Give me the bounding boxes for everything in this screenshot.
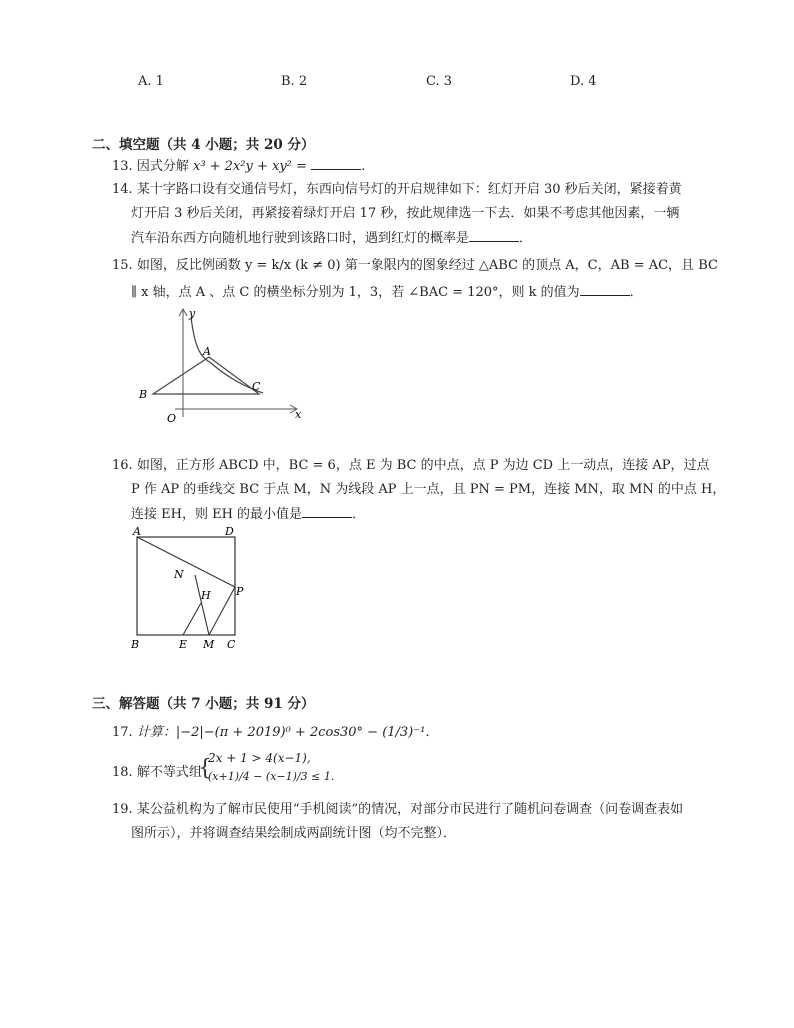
label-c: C [252, 380, 261, 393]
option-d: D. 4 [570, 74, 597, 89]
square-abcd [137, 537, 235, 635]
question-text: 连接 EH，则 EH 的最小值是 [131, 507, 303, 522]
question-end: ． [519, 231, 533, 246]
question-text: 汽车沿东西方向随机地行驶到该路口时，遇到红灯的概率是 [131, 231, 470, 246]
question-16-line2: P 作 AP 的垂线交 BC 于点 M，N 为线段 AP 上一点，且 PN = PM，连接 MN，取 MN 的中点 H， [131, 482, 726, 497]
option-c: C. 3 [426, 74, 453, 89]
question-end: ． [352, 507, 366, 522]
question-text: 因式分解 [136, 159, 189, 174]
answer-blank[interactable] [469, 229, 519, 242]
question-text: 计算：|−2|−(π + 2019)⁰ + 2cos30° − (1/3)⁻¹． [136, 725, 439, 740]
question-19-line2: 图所示），并将调查结果绘制成两副统计图（均不完整）． [131, 826, 457, 841]
figure-q16 [125, 525, 250, 655]
label-h: H [201, 589, 211, 602]
inequality-1: 2x + 1 > 4(x−1), [208, 751, 311, 765]
label-b: B [139, 388, 148, 401]
label-d: D [225, 525, 234, 538]
label-y: y [189, 307, 196, 320]
question-15-line2 [131, 283, 643, 302]
question-14-line1 [112, 181, 682, 199]
label-x: x [295, 408, 302, 421]
question-18 [112, 764, 202, 782]
question-14-line3 [131, 229, 532, 248]
segment-pm [209, 587, 235, 635]
question-number: 15. [112, 258, 133, 273]
figure-q15 [135, 305, 310, 430]
question-end: ． [629, 285, 643, 300]
question-text: 如图，反比例函数 y = k/x (k ≠ 0) 第一象限内的图象经过 △ABC 的顶点 A，C，AB = AC，且 BC [136, 258, 718, 273]
question-number: 17. [112, 725, 133, 740]
label-o: O [167, 412, 177, 425]
label-a: A [203, 345, 211, 358]
label-b: B [131, 638, 140, 651]
segment-eh [183, 603, 201, 635]
question-number: 16. [112, 458, 133, 473]
question-19-line1 [112, 801, 683, 819]
section-title-answer: 三、解答题（共 7 小题；共 91 分） [92, 696, 315, 712]
question-text: 如图，正方形 ABCD 中，BC = 6，点 E 为 BC 的中点，点 P 为边 CD 上一动点，连接 AP，过点 [136, 458, 710, 473]
question-16-line1 [112, 457, 710, 475]
answer-blank[interactable] [311, 157, 361, 170]
question-number: 19. [112, 802, 133, 817]
question-expr: x³ + 2x²y + xy² = [192, 159, 307, 174]
question-16-line3 [131, 505, 365, 524]
question-text: 某十字路口设有交通信号灯，东西向信号灯的开启规律如下：红灯开启 30 秒后关闭，紧接着黄 [136, 182, 682, 197]
question-end: . [361, 159, 366, 174]
question-text: 解不等式组 [136, 765, 202, 780]
question-number: 14. [112, 182, 133, 197]
inequality-2: (x+1)/4 − (x−1)/3 ≤ 1. [208, 770, 335, 783]
segment-mn [195, 575, 209, 635]
label-c: C [227, 638, 236, 651]
question-14-line2: 灯开启 3 秒后关闭，再紧接着绿灯开启 17 秒，按此规律选一下去．如果不考虑其他因素，一辆 [131, 206, 680, 221]
label-p: P [236, 585, 244, 598]
question-15-line1 [112, 257, 718, 275]
answer-blank[interactable] [580, 283, 630, 296]
question-17 [112, 724, 438, 742]
segment-ap [137, 537, 235, 587]
answer-blank[interactable] [302, 505, 352, 518]
question-number: 18. [112, 765, 133, 780]
label-e: E [179, 638, 188, 651]
label-n: N [174, 568, 184, 581]
triangle-abc [153, 357, 259, 394]
brace-icon: { [198, 756, 212, 781]
question-number: 13. [112, 159, 133, 174]
label-m: M [203, 638, 215, 651]
question-text: ∥ x 轴，点 A 、点 C 的横坐标分别为 1，3，若 ∠BAC = 120°，则 k 的值为 [131, 285, 580, 300]
question-13 [112, 157, 365, 176]
option-a: A. 1 [138, 74, 164, 89]
option-b: B. 2 [281, 74, 308, 89]
label-a: A [133, 525, 141, 538]
section-title-fill-blank: 二、填空题（共 4 小题；共 20 分） [92, 137, 315, 153]
question-text: 某公益机构为了解市民使用“手机阅读”的情况，对部分市民进行了随机问卷调查（问卷调查表如 [136, 802, 684, 817]
